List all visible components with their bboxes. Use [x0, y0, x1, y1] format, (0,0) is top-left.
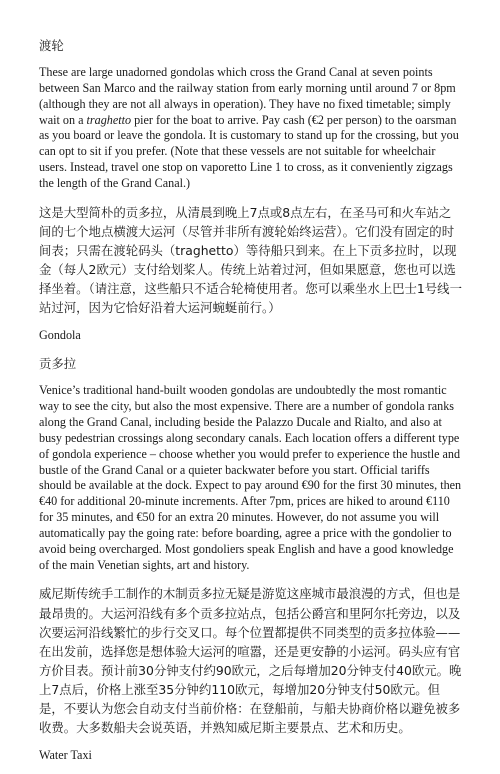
ferry-text-part-1: These are large unadorned gondolas which cross the Grand Canal at seven points between San Marco and the railway station from early morning until around 7 or 8pm (although they are not all always in operation). They have no fixed timetable; simply wait on a	[39, 65, 456, 127]
document-page	[39, 36, 463, 774]
gondola-paragraph-en: Venice’s traditional hand-built wooden gondolas are undoubtedly the most romantic way to see the city, but also the most expensive. There are a number of gondola ranks along the Grand Canal, including beside the Palazzo Ducale and Rialto, and also at busy pedestrian crossings along secondary canals. Each location offers a different type of gondola experience – choose whether you would prefer to experience the hustle and bustle of the Grand Canal or a quieter backwater before you start. Official tariffs should be available at the dock. Expect to pay around €90 for the first 30 minutes, then €40 for additional 20-minute increments. After 7pm, prices are hiked to around €110 for 35 minutes, and €50 for an extra 20 minutes. However, do not assume you will automatically pay the going rate: before boarding, agree a price with the gondolier to avoid being overcharged. Most gondoliers speak English and have a good knowledge of the main Venetian sights, art and history.	[39, 383, 462, 572]
ferry-paragraph-zh: 这是大型简朴的贡多拉，从清晨到晚上7点或8点左右，在圣马可和火车站之间的七个地点横渡大运河（尽管并非所有渡轮始终运营）。它们没有固定的时间表；只需在渡轮码头（traghetto）等待船只到来。在上下贡多拉时，以现金（每人2欧元）支付给划桨人。传统上站着过河，但如果愿意，您也可以选择坐着。（请注意，这些船只不适合轮椅使用者。您可以乘坐水上巴士1号线一站过河，因为它恰好沿着大运河蜿蜒前行。）	[39, 204, 462, 316]
section-heading-gondola-en: Gondola	[39, 328, 81, 343]
section-heading-gondola-zh: 贡多拉	[39, 356, 77, 372]
gondola-paragraph-zh: 威尼斯传统手工制作的木制贡多拉无疑是游览这座城市最浪漫的方式，但也是最昂贵的。大运河沿线有多个贡多拉站点，包括公爵宫和里阿尔托旁边，以及次要运河沿线繁忙的步行交叉口。每个位置都提供不同类型的贡多拉体验——在出发前，选择您是想体验大运河的喧嚣，还是更安静的小运河。码头应有官方价目表。预计前30分钟支付约90欧元，之后每增加20分钟支付40欧元。晚上7点后，价格上涨至35分钟约110欧元，每增加20分钟支付50欧元。但是，不要认为您会自动支付当前价格：在登船前，与船夫协商价格以避免被多收费。大多数船夫会说英语，并熟知威尼斯主要景点、艺术和历史。	[39, 586, 462, 736]
traghetto-term: traghetto	[86, 112, 132, 127]
ferry-paragraph-en	[39, 65, 463, 192]
ferry-text-part-2: pier for the boat to arrive. Pay cash (€2 per person) to the oarsman as you board or leave the gondola. It is customary to stand up for the crossing, but you can opt to sit if you prefer. (Note that these vessels are not suitable for wheelchair users. Instead, travel one stop on vaporetto Line 1 to cross, as it conveniently zigzags the length of the Grand Canal.)	[39, 112, 459, 190]
section-heading-ferry-zh: 渡轮	[39, 38, 64, 53]
section-heading-water-taxi-en: Water Taxi	[39, 748, 92, 763]
